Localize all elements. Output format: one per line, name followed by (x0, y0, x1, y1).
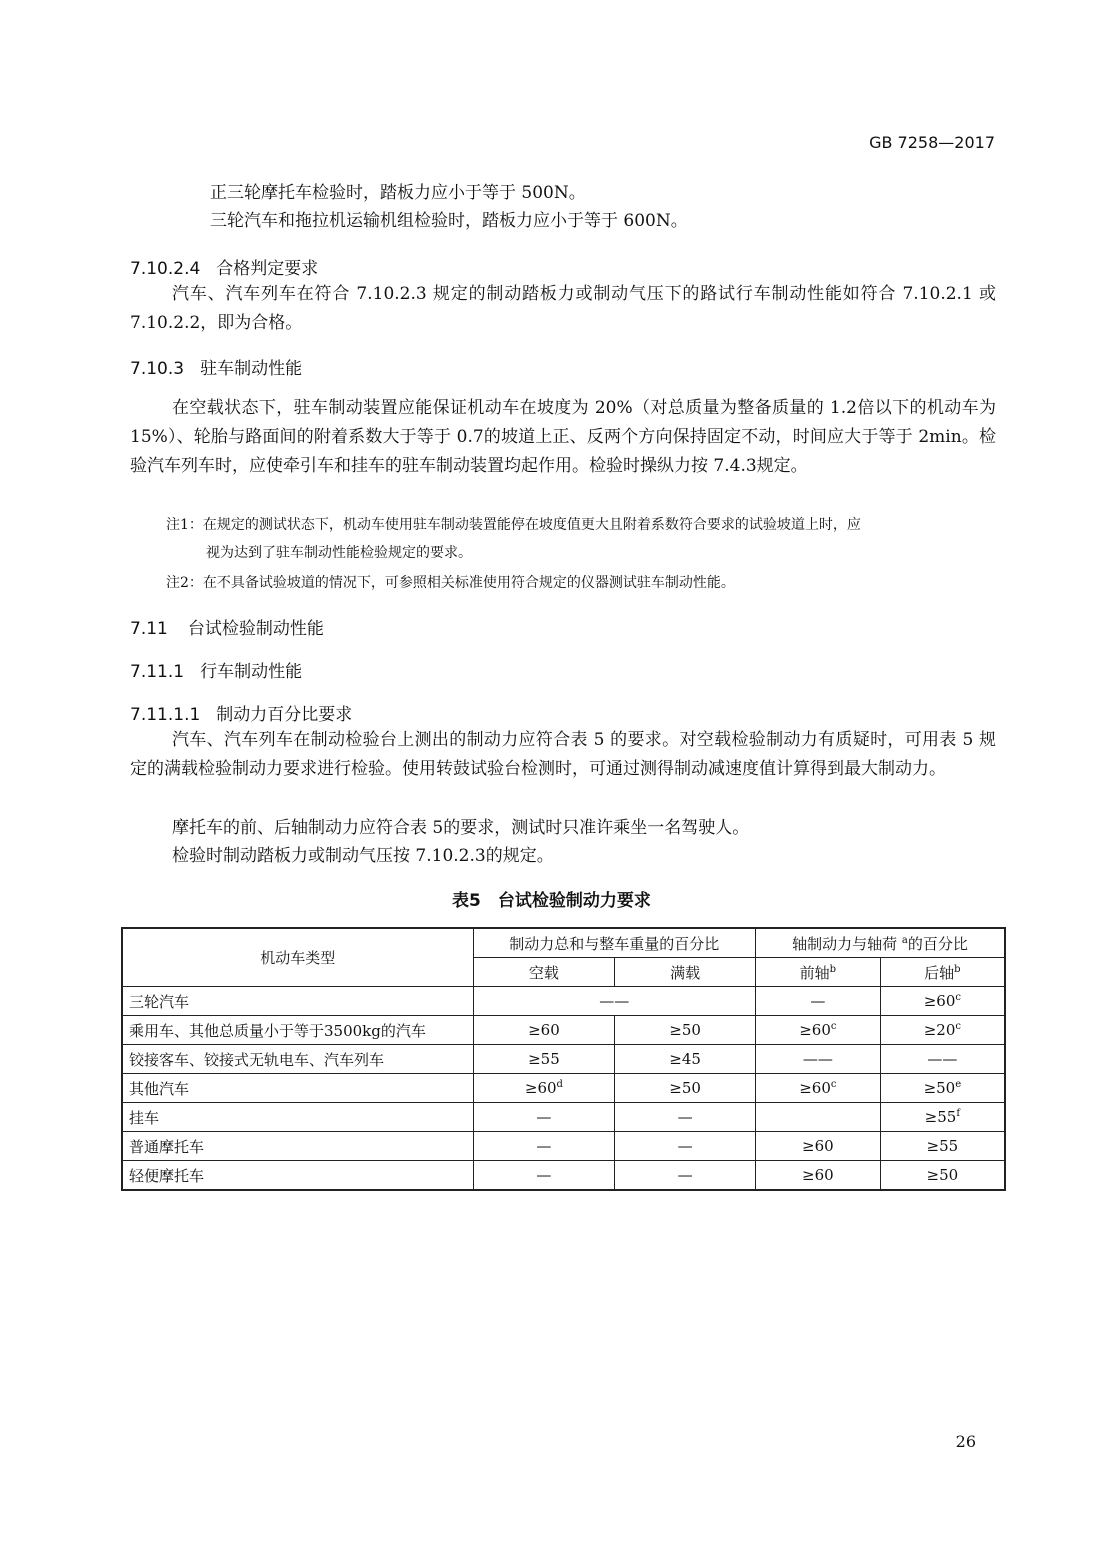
paragraph: 摩托车的前、后轴制动力应符合表 5的要求，测试时只准许乘坐一名驾驶人。 (172, 818, 750, 838)
header-text: 轴制动力与轴荷 (792, 934, 902, 953)
paragraph: 在空载状态下，驻车制动装置应能保证机动车在坡度为 20%（对总质量为整备质量的 1.2倍以下的机动车为 15%）、轮胎与路面间的附着系数大于等于 0.7的坡道上正、反两个方向保持固定不动，时间应大于等于 2min。检验汽车列车时，应使牵引车和挂车的驻车制动装置均起作用。检验时操纵力按 7.4.3规定。 (130, 398, 996, 476)
cell-value: —— (927, 1050, 958, 1068)
footnote-mark: f (956, 1108, 961, 1119)
header-front-axle (755, 958, 880, 987)
cell-value: — (536, 1108, 552, 1126)
table-title: 表5 台试检验制动力要求 (452, 891, 651, 911)
empty-load-cell (473, 1103, 615, 1132)
empty-load-cell (473, 1161, 615, 1191)
cell-value: — (810, 992, 826, 1010)
header-text: 后轴 (924, 963, 955, 982)
section-heading-7-10-2-4 (130, 254, 318, 279)
section-number: 7.10.2.4 (130, 259, 201, 279)
table-row (122, 1016, 1005, 1045)
front-axle-cell (755, 987, 880, 1016)
cell-value: ≥55 (926, 1137, 959, 1155)
cell-value: ≥60 (802, 1166, 834, 1184)
footnote-mark: d (556, 1079, 563, 1090)
header-empty: 空载 (473, 958, 615, 987)
rear-axle-cell (880, 1045, 1005, 1074)
full-load-cell: — (615, 1103, 756, 1132)
section-heading-7-11 (130, 614, 324, 639)
section-title: 合格判定要求 (216, 259, 319, 279)
footnote-mark: a (901, 934, 908, 946)
table-row (122, 1161, 1005, 1191)
section-title: 行车制动性能 (200, 662, 303, 682)
note-1-continued: 视为达到了驻车制动性能检验规定的要求。 (206, 545, 472, 561)
full-load-cell: — (615, 1161, 756, 1191)
note-1 (166, 514, 861, 534)
rear-axle-cell (880, 1103, 1005, 1132)
cell-value: ≥55 (528, 1050, 560, 1068)
note-2 (166, 572, 735, 592)
front-axle-cell (755, 1103, 880, 1132)
footnote-mark: c (955, 992, 961, 1003)
note-label: 注1： (166, 517, 203, 533)
merged-value-cell: —— (473, 987, 755, 1016)
section-title: 驻车制动性能 (200, 359, 303, 379)
vehicle-type-cell: 挂车 (122, 1103, 473, 1132)
note-label: 注2： (166, 575, 203, 591)
empty-load-cell (473, 1074, 615, 1103)
cell-value: — (536, 1137, 552, 1155)
table-row (122, 1103, 1005, 1132)
vehicle-type-cell: 铰接客车、铰接式无轨电车、汽车列车 (122, 1045, 473, 1074)
section-heading-7-11-1-1 (130, 700, 352, 725)
footnote-mark: b (954, 963, 961, 975)
cell-value: ≥55 (924, 1108, 957, 1126)
front-axle-cell (755, 1045, 880, 1074)
section-number: 7.10.3 (130, 359, 185, 379)
front-axle-cell (755, 1016, 880, 1045)
note-text: 在规定的测试状态下，机动车使用驻车制动装置能停在坡度值更大且附着系数符合要求的试验坡道上时，应 (202, 517, 861, 533)
rear-axle-cell (880, 987, 1005, 1016)
empty-load-cell (473, 1132, 615, 1161)
header-vehicle-type: 机动车类型 (122, 928, 473, 987)
section-number: 7.11.1 (130, 662, 185, 682)
table-row (122, 987, 1005, 1016)
vehicle-type-cell: 乘用车、其他总质量小于等于3500kg的汽车 (122, 1016, 473, 1045)
full-load-cell: — (615, 1132, 756, 1161)
paragraph: 汽车、汽车列车在符合 7.10.2.3 规定的制动踏板力或制动气压下的路试行车制动性能如符合 7.10.2.1 或 7.10.2.2，即为合格。 (130, 284, 996, 333)
rear-axle-cell (880, 1132, 1005, 1161)
empty-load-cell (473, 1016, 615, 1045)
note-text: 在不具备试验坡道的情况下，可参照相关标准使用符合规定的仪器测试驻车制动性能。 (202, 575, 735, 591)
cell-value: —— (802, 1050, 833, 1068)
page-number: 26 (955, 1432, 976, 1451)
cell-value: ≥60 (802, 1137, 834, 1155)
cell-value: ≥60 (799, 1079, 831, 1097)
footnote-mark: c (830, 1079, 837, 1090)
header-total-brake-force: 制动力总和与整车重量的百分比 (473, 928, 755, 958)
vehicle-type-cell: 轻便摩托车 (122, 1161, 473, 1191)
cell-value: ≥20 (923, 1021, 956, 1039)
table-header-row (122, 928, 1005, 958)
full-load-cell: ≥50 (615, 1016, 756, 1045)
full-load-cell: ≥45 (615, 1045, 756, 1074)
section-heading-7-10-3 (130, 354, 302, 379)
footnote-mark: b (829, 963, 837, 975)
table-row (122, 1074, 1005, 1103)
empty-load-cell (473, 1045, 615, 1074)
brake-requirements-table (121, 927, 1006, 1191)
rear-axle-cell (880, 1074, 1005, 1103)
front-axle-cell (755, 1132, 880, 1161)
header-axle-brake-force (755, 928, 1005, 958)
header-text: 前轴 (799, 963, 830, 982)
full-load-cell: ≥50 (615, 1074, 756, 1103)
cell-value: ≥50 (923, 1079, 956, 1097)
section-title: 制动力百分比要求 (216, 705, 353, 725)
paragraph: 汽车、汽车列车在制动检验台上测出的制动力应符合表 5 的要求。对空载检验制动力有质疑时，可用表 5 规定的满载检验制动力要求进行检验。使用转鼓试验台检测时，可通过测得制动减速度值计算得到最大制动力。 (130, 730, 996, 779)
footnote-mark: c (830, 1021, 837, 1032)
section-title: 台试检验制动性能 (187, 619, 324, 639)
header-rear-axle (880, 958, 1005, 987)
section-number: 7.11 (130, 619, 168, 639)
vehicle-type-cell: 其他汽车 (122, 1074, 473, 1103)
rear-axle-cell (880, 1161, 1005, 1191)
cell-value: ≥60 (524, 1079, 557, 1097)
vehicle-type-cell: 普通摩托车 (122, 1132, 473, 1161)
footnote-mark: c (955, 1021, 961, 1032)
vehicle-type-cell: 三轮汽车 (122, 987, 473, 1016)
footnote-mark: e (955, 1079, 962, 1090)
cell-value: ≥60 (528, 1021, 560, 1039)
section-heading-7-11-1 (130, 657, 302, 682)
cell-value: — (536, 1166, 552, 1184)
cell-value: ≥60 (799, 1021, 831, 1039)
text-line: 正三轮摩托车检验时，踏板力应小于等于 500N。 (210, 183, 586, 203)
cell-value: ≥50 (926, 1166, 959, 1184)
front-axle-cell (755, 1074, 880, 1103)
table-row (122, 1045, 1005, 1074)
header-full: 满载 (615, 958, 756, 987)
section-number: 7.11.1.1 (130, 705, 201, 725)
text-line: 三轮汽车和拖拉机运输机组检验时，踏板力应小于等于 600N。 (210, 211, 688, 231)
header-text: 的百分比 (907, 934, 968, 953)
front-axle-cell (755, 1161, 880, 1191)
paragraph: 检验时制动踏板力或制动气压按 7.10.2.3的规定。 (172, 846, 554, 866)
cell-value: ≥60 (923, 992, 956, 1010)
standard-number: GB 7258—2017 (869, 133, 995, 152)
table-row (122, 1132, 1005, 1161)
rear-axle-cell (880, 1016, 1005, 1045)
